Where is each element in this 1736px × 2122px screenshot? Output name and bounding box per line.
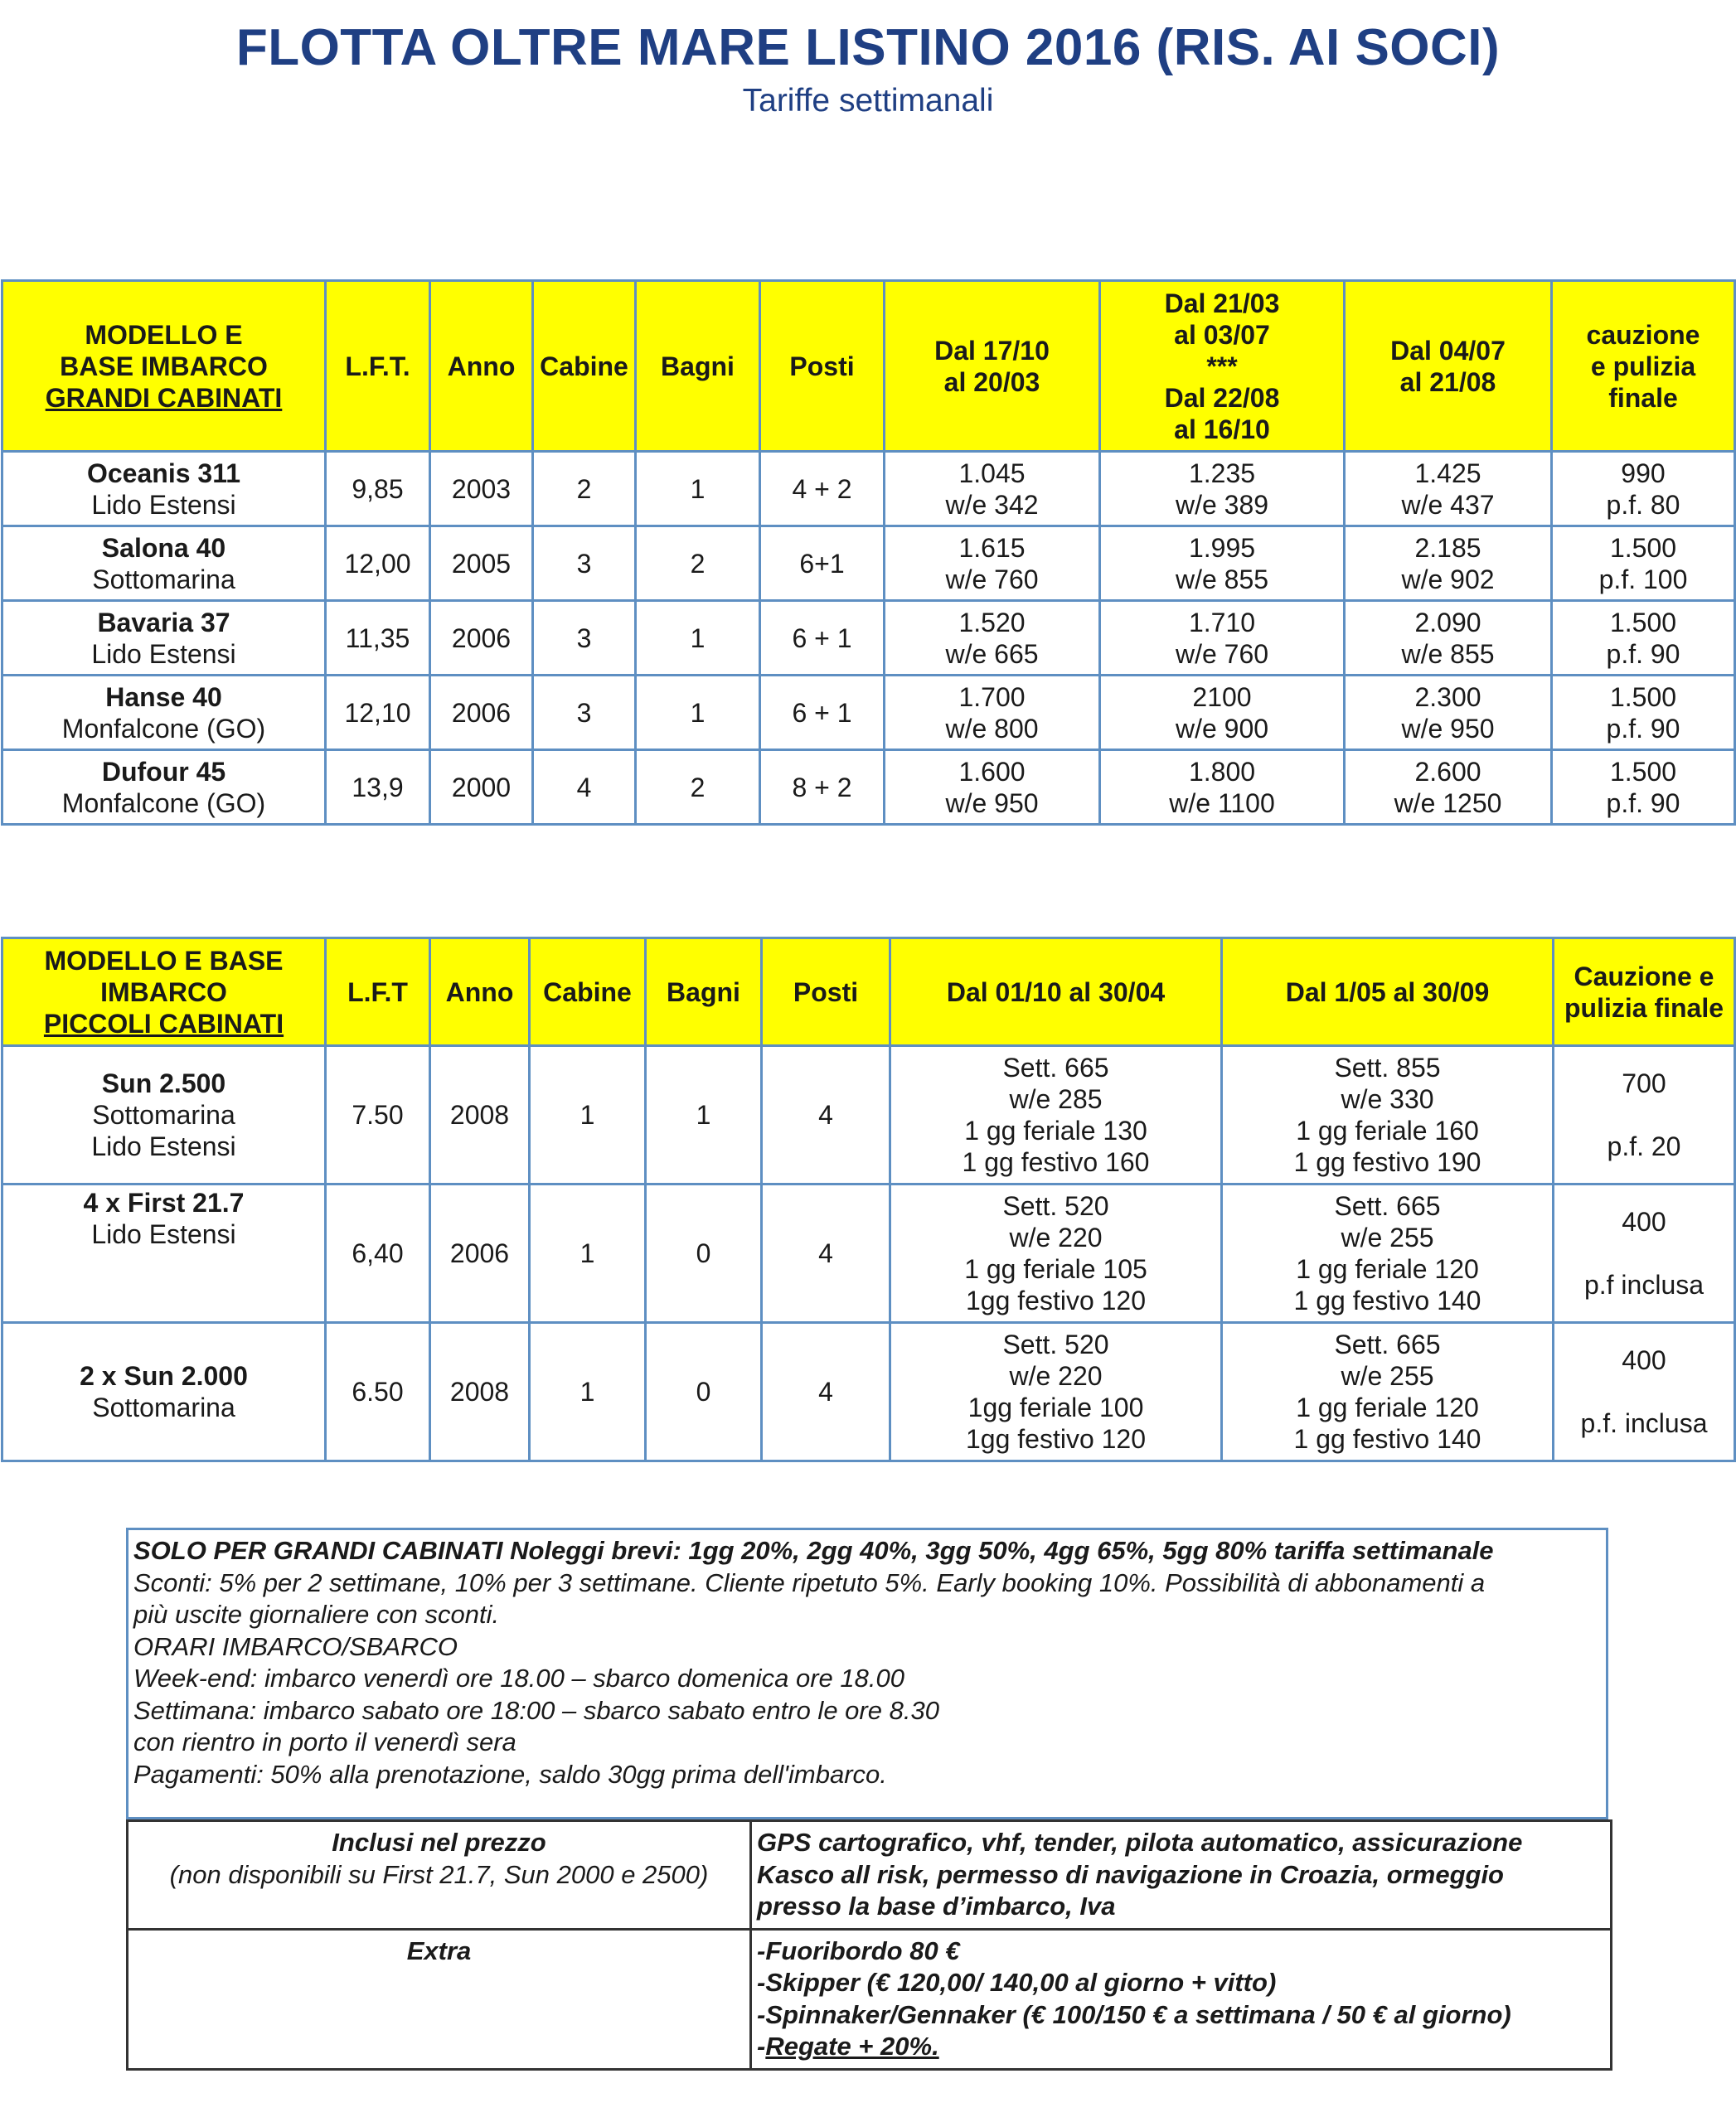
header-model	[2, 938, 326, 1046]
deposit-line: p.f. 80	[1606, 489, 1680, 520]
price-line: 2.090	[1414, 607, 1481, 637]
cell-price-period-1	[885, 676, 1100, 750]
extra-item: -Spinnaker/Gennaker (€ 100/150 € a settimana / 50 € al giorno)	[757, 1999, 1511, 2029]
header-period-2	[1100, 281, 1345, 452]
cell-model	[2, 526, 326, 601]
table-row	[2, 452, 1735, 526]
extra-label: Extra	[406, 1935, 472, 1965]
header-line: pulizia finale	[1564, 992, 1724, 1023]
table-row	[2, 1046, 1735, 1185]
cell-deposit	[1554, 1046, 1735, 1185]
price-line: 1 gg feriale 130	[964, 1116, 1147, 1146]
price-line: 2.185	[1414, 532, 1481, 563]
included-item: Kasco all risk, permesso di navigazione in Croazia, ormeggio	[757, 1859, 1504, 1889]
cell-model	[2, 1185, 326, 1323]
header-model-line: BASE IMBARCO	[60, 351, 268, 381]
price-line: w/e 855	[1401, 638, 1495, 669]
deposit-line: p.f. 20	[1607, 1131, 1681, 1161]
cell-anno: 2006	[430, 1185, 530, 1323]
large-boats-table	[1, 279, 1736, 826]
note-line: con rientro in porto il venerdì sera	[133, 1727, 516, 1756]
cell-price-period-3	[1345, 676, 1552, 750]
price-line: 1.615	[958, 532, 1026, 563]
cell-bagni: 2	[636, 526, 760, 601]
cell-bagni: 1	[636, 601, 760, 676]
table-row	[2, 526, 1735, 601]
base-name: Lido Estensi	[91, 1131, 236, 1161]
cell-model	[2, 1323, 326, 1461]
deposit-line: p.f. 90	[1606, 638, 1680, 669]
included-row	[128, 1821, 1612, 1930]
page-subtitle: Tariffe settimanali	[742, 83, 994, 119]
cell-cabine: 3	[533, 676, 636, 750]
header-line: al 16/10	[1174, 414, 1270, 444]
cell-posti: 6 + 1	[760, 676, 885, 750]
included-label-cell	[128, 1821, 751, 1930]
header-posti: Posti	[762, 938, 890, 1046]
cell-price-period-3	[1345, 452, 1552, 526]
model-name: Salona 40	[101, 532, 226, 563]
header-period-2: Dal 1/05 al 30/09	[1222, 938, 1554, 1046]
note-line: Sconti: 5% per 2 settimane, 10% per 3 settimane. Cliente ripetuto 5%. Early booking 10%. Possibilità di abbonamenti a	[133, 1567, 1486, 1597]
cell-bagni: 1	[646, 1046, 762, 1185]
price-line: 1.520	[958, 607, 1026, 637]
header-line: al 20/03	[943, 366, 1040, 397]
cell-model	[2, 601, 326, 676]
base-name: Lido Estensi	[91, 489, 236, 520]
cell-price-period-1	[890, 1046, 1222, 1185]
cell-bagni: 0	[646, 1323, 762, 1461]
header-line: Cauzione e	[1574, 961, 1714, 991]
cell-bagni: 2	[636, 750, 760, 825]
deposit-line: p.f inclusa	[1583, 1270, 1704, 1300]
base-name: Sottomarina	[92, 1393, 235, 1422]
header-line: al 21/08	[1399, 366, 1496, 397]
price-line: 1 gg feriale 120	[1296, 1254, 1479, 1284]
cell-price-period-1	[890, 1323, 1222, 1461]
deposit-line: p.f. 90	[1606, 787, 1680, 818]
model-name: 4 x First 21.7	[83, 1188, 245, 1218]
cell-price-period-2	[1222, 1323, 1554, 1461]
price-line: 2.300	[1414, 681, 1481, 712]
header-deposit	[1552, 281, 1735, 452]
included-items-cell	[751, 1821, 1612, 1930]
note-line: Settimana: imbarco sabato ore 18:00 – sbarco sabato entro le ore 8.30	[133, 1695, 939, 1725]
cell-anno: 2005	[430, 526, 533, 601]
cell-bagni: 0	[646, 1185, 762, 1323]
cell-lft: 9,85	[326, 452, 430, 526]
cell-anno: 2006	[430, 601, 533, 676]
cell-posti: 4	[762, 1323, 890, 1461]
price-line: 1.235	[1188, 458, 1256, 488]
header-anno: Anno	[430, 938, 530, 1046]
deposit-line: 1.500	[1609, 681, 1677, 712]
deposit-line: 1.500	[1609, 756, 1677, 787]
note-line: Pagamenti: 50% alla prenotazione, saldo 30gg prima dell'imbarco.	[133, 1759, 887, 1789]
extra-item: -Skipper (€ 120,00/ 140,00 al giorno + vitto)	[757, 1968, 1277, 1997]
price-line: Sett. 665	[1334, 1191, 1441, 1221]
cell-deposit	[1552, 452, 1735, 526]
cell-lft: 7.50	[326, 1046, 430, 1185]
price-line: w/e 760	[1175, 638, 1269, 669]
header-posti: Posti	[760, 281, 885, 452]
header-model-line: GRANDI CABINATI	[45, 382, 283, 413]
cell-price-period-3	[1345, 601, 1552, 676]
cell-posti: 8 + 2	[760, 750, 885, 825]
cell-lft: 11,35	[326, 601, 430, 676]
header-model-line: IMBARCO	[100, 976, 227, 1007]
header-line: finale	[1608, 382, 1678, 413]
cell-bagni: 1	[636, 452, 760, 526]
header-model-line: PICCOLI CABINATI	[43, 1008, 284, 1039]
cell-cabine: 3	[533, 526, 636, 601]
deposit-line: 1.500	[1609, 607, 1677, 637]
price-line: w/e 950	[1401, 713, 1495, 744]
note-line: SOLO PER GRANDI CABINATI Noleggi brevi: 1gg 20%, 2gg 40%, 3gg 50%, 4gg 65%, 5gg 80% tariffa settimanale	[133, 1536, 1494, 1565]
deposit-line: p.f. 90	[1606, 713, 1680, 744]
conditions-notes	[126, 1528, 1608, 1819]
header-line: Dal 17/10	[934, 335, 1050, 366]
cell-deposit	[1552, 526, 1735, 601]
cell-lft: 6,40	[326, 1185, 430, 1323]
note-line: più uscite giornaliere con sconti.	[133, 1600, 500, 1629]
model-name: 2 x Sun 2.000	[80, 1361, 248, 1391]
header-deposit	[1554, 938, 1735, 1046]
extra-item: -Fuoribordo 80 €	[757, 1935, 960, 1965]
deposit-line: 400	[1622, 1207, 1666, 1237]
header-line: al 03/07	[1174, 319, 1270, 350]
cell-price-period-1	[885, 750, 1100, 825]
price-line: w/e 902	[1401, 564, 1495, 594]
price-line: 1.700	[958, 681, 1026, 712]
cell-model	[2, 452, 326, 526]
price-line: w/e 1250	[1394, 787, 1502, 818]
cell-price-period-1	[890, 1185, 1222, 1323]
header-bagni: Bagni	[646, 938, 762, 1046]
cell-price-period-1	[885, 601, 1100, 676]
cell-posti: 6+1	[760, 526, 885, 601]
cell-bagni: 1	[636, 676, 760, 750]
note-line: ORARI IMBARCO/SBARCO	[133, 1631, 458, 1661]
price-line: w/e 255	[1341, 1361, 1434, 1391]
note-line: Week-end: imbarco venerdì ore 18.00 – sbarco domenica ore 18.00	[133, 1664, 904, 1693]
cell-price-period-2	[1100, 452, 1345, 526]
extra-items-cell	[751, 1929, 1612, 2069]
cell-anno: 2008	[430, 1323, 530, 1461]
cell-price-period-2	[1100, 750, 1345, 825]
extra-item-prefix: -	[757, 2032, 766, 2061]
price-line: w/e 855	[1175, 564, 1269, 594]
cell-cabine: 2	[533, 452, 636, 526]
cell-deposit	[1552, 601, 1735, 676]
price-line: w/e 389	[1175, 489, 1269, 520]
price-line: w/e 800	[945, 713, 1039, 744]
header-line: ***	[1206, 351, 1238, 381]
price-line: Sett. 665	[1002, 1053, 1109, 1083]
price-line: Sett. 520	[1002, 1191, 1109, 1221]
price-line: 1 gg feriale 160	[1296, 1116, 1479, 1146]
price-line: 2.600	[1414, 756, 1481, 787]
cell-posti: 4	[762, 1185, 890, 1323]
header-model-line: MODELLO E BASE	[44, 945, 284, 976]
header-cabine: Cabine	[533, 281, 636, 452]
price-line: w/e 900	[1175, 713, 1269, 744]
cell-price-period-2	[1222, 1046, 1554, 1185]
cell-posti: 4	[762, 1046, 890, 1185]
cell-deposit	[1552, 676, 1735, 750]
header-lft: L.F.T	[326, 938, 430, 1046]
price-line: w/e 950	[945, 787, 1039, 818]
extras-table	[126, 1819, 1612, 2071]
cell-anno: 2006	[430, 676, 533, 750]
header-bagni: Bagni	[636, 281, 760, 452]
cell-anno: 2008	[430, 1046, 530, 1185]
base-name: Monfalcone (GO)	[61, 787, 266, 818]
table-row	[2, 676, 1735, 750]
price-line: w/e 285	[1009, 1084, 1103, 1114]
price-line: w/e 437	[1401, 489, 1495, 520]
deposit-line: 1.500	[1609, 532, 1677, 563]
header-period-1: Dal 01/10 al 30/04	[890, 938, 1222, 1046]
cell-price-period-3	[1345, 750, 1552, 825]
cell-anno: 2003	[430, 452, 533, 526]
included-item: GPS cartografico, vhf, tender, pilota automatico, assicurazione	[757, 1828, 1523, 1857]
header-cabine: Cabine	[530, 938, 646, 1046]
cell-deposit	[1552, 750, 1735, 825]
table-row	[2, 601, 1735, 676]
header-period-1	[885, 281, 1100, 452]
price-line: 1.045	[958, 458, 1026, 488]
cell-cabine: 1	[530, 1046, 646, 1185]
cell-price-period-1	[885, 526, 1100, 601]
table-row	[2, 750, 1735, 825]
included-note: (non disponibili su First 21.7, Sun 2000 e 2500)	[169, 1859, 709, 1889]
cell-posti: 4 + 2	[760, 452, 885, 526]
price-line: w/e 220	[1009, 1223, 1103, 1252]
price-line: Sett. 520	[1002, 1330, 1109, 1359]
header-line: e pulizia	[1590, 351, 1696, 381]
small-boats-table	[1, 937, 1736, 1462]
price-line: 1.600	[958, 756, 1026, 787]
cell-lft: 12,00	[326, 526, 430, 601]
price-line: w/e 1100	[1169, 787, 1275, 818]
cell-posti: 6 + 1	[760, 601, 885, 676]
deposit-line: p.f. inclusa	[1580, 1408, 1708, 1438]
deposit-line: 400	[1622, 1345, 1666, 1375]
price-line: 1 gg festivo 140	[1293, 1424, 1481, 1454]
price-line: w/e 760	[945, 564, 1039, 594]
cell-price-period-3	[1345, 526, 1552, 601]
cell-price-period-1	[885, 452, 1100, 526]
extra-label-cell	[128, 1929, 751, 2069]
base-name: Monfalcone (GO)	[61, 713, 266, 744]
extra-row	[128, 1929, 1612, 2069]
price-line: 1.710	[1188, 607, 1256, 637]
price-line: 1gg festivo 120	[965, 1424, 1147, 1454]
header-period-3	[1345, 281, 1552, 452]
small-table-header-row	[2, 938, 1735, 1046]
header-line: Dal 04/07	[1390, 335, 1506, 366]
cell-cabine: 3	[533, 601, 636, 676]
price-line: 1.995	[1188, 532, 1256, 563]
price-line: 1 gg festivo 190	[1293, 1147, 1481, 1177]
price-line: Sett. 665	[1334, 1330, 1441, 1359]
base-name: Sottomarina	[92, 1100, 235, 1130]
included-label: Inclusi nel prezzo	[332, 1828, 546, 1857]
header-lft: L.F.T.	[326, 281, 430, 452]
base-name: Sottomarina	[92, 564, 235, 594]
cell-model	[2, 676, 326, 750]
cell-deposit	[1554, 1185, 1735, 1323]
base-name: Lido Estensi	[91, 1219, 236, 1249]
header-anno: Anno	[430, 281, 533, 452]
cell-lft: 13,9	[326, 750, 430, 825]
price-line: 1.800	[1188, 756, 1256, 787]
extra-item-regate: Regate + 20%.	[765, 2032, 939, 2061]
header-model-line: MODELLO E	[85, 319, 243, 350]
large-table-header-row	[2, 281, 1735, 452]
cell-cabine: 1	[530, 1323, 646, 1461]
price-line: w/e 255	[1341, 1223, 1434, 1252]
model-name: Sun 2.500	[101, 1068, 226, 1098]
cell-price-period-2	[1100, 601, 1345, 676]
cell-model	[2, 750, 326, 825]
price-line: Sett. 855	[1334, 1053, 1441, 1083]
model-name: Dufour 45	[101, 756, 226, 787]
table-row	[2, 1185, 1735, 1323]
cell-price-period-2	[1100, 526, 1345, 601]
cell-price-period-2	[1222, 1185, 1554, 1323]
cell-deposit	[1554, 1323, 1735, 1461]
price-line: w/e 665	[945, 638, 1039, 669]
table-row	[2, 1323, 1735, 1461]
cell-lft: 12,10	[326, 676, 430, 750]
deposit-line: 990	[1621, 458, 1666, 488]
price-line: 1gg feriale 100	[967, 1393, 1144, 1422]
header-model	[2, 281, 326, 452]
cell-cabine: 1	[530, 1185, 646, 1323]
model-name: Hanse 40	[105, 681, 222, 712]
deposit-line: p.f. 100	[1598, 564, 1688, 594]
included-item: presso la base d’imbarco, Iva	[757, 1892, 1116, 1921]
price-line: 1 gg festivo 160	[962, 1147, 1150, 1177]
cell-model	[2, 1046, 326, 1185]
header-line: cauzione	[1586, 319, 1700, 350]
cell-price-period-2	[1100, 676, 1345, 750]
model-name: Bavaria 37	[97, 607, 230, 637]
deposit-line: 700	[1622, 1068, 1666, 1098]
price-line: 1gg festivo 120	[965, 1286, 1147, 1315]
price-line: w/e 342	[945, 489, 1039, 520]
price-line: w/e 220	[1009, 1361, 1103, 1391]
model-name: Oceanis 311	[86, 458, 241, 488]
cell-lft: 6.50	[326, 1323, 430, 1461]
price-line: 2100	[1192, 681, 1252, 712]
price-line: 1 gg festivo 140	[1293, 1286, 1481, 1315]
extra-item	[757, 2031, 1605, 2063]
price-line: 1.425	[1414, 458, 1481, 488]
page-title: FLOTTA OLTRE MARE LISTINO 2016 (RIS. AI SOCI)	[235, 19, 1501, 76]
price-line: 1 gg feriale 120	[1296, 1393, 1479, 1422]
header-line: Dal 22/08	[1164, 382, 1280, 413]
price-line: 1 gg feriale 105	[964, 1254, 1147, 1284]
base-name: Lido Estensi	[91, 638, 236, 669]
header-line: Dal 21/03	[1164, 288, 1280, 318]
price-line: w/e 330	[1341, 1084, 1434, 1114]
cell-cabine: 4	[533, 750, 636, 825]
cell-anno: 2000	[430, 750, 533, 825]
